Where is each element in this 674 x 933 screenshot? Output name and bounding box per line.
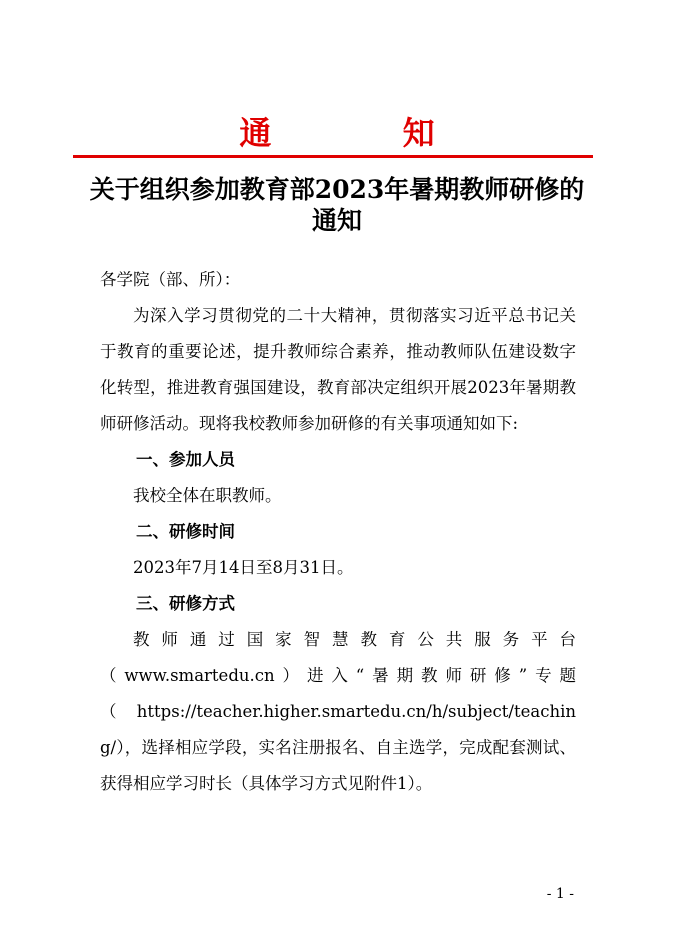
- document-body: [100, 262, 576, 802]
- red-header-rule: [73, 155, 593, 158]
- document-title: 关于组织参加教育部2023年暑期教师研修的通知: [89, 175, 585, 235]
- page-number: - 1 -: [546, 886, 574, 902]
- section-text-time: 2023年7月14日至8月31日。: [133, 558, 354, 577]
- intro-paragraph: 为深入学习贯彻党的二十大精神，贯彻落实习近平总书记关于教育的重要论述，提升教师综合素养，推动教师队伍建设数字化转型，推进教育强国建设，教育部决定组织开展2023年暑期教师研修活动。现将我校教师参加研修的有关事项通知如下:: [100, 306, 576, 433]
- method-line-1: 教师通过国家智慧教育公共服务平台: [133, 630, 576, 649]
- section-heading-method: 三、研修方式: [136, 594, 235, 613]
- salutation: 各学院（部、所）：: [100, 270, 241, 289]
- red-header-title: 通 知: [239, 114, 495, 152]
- section-text-participants: 我校全体在职教师。: [133, 486, 282, 505]
- section-heading-participants: 一、参加人员: [136, 450, 235, 469]
- method-line-2: （www.smartedu.cn）进入“暑期教师研修”专题: [100, 666, 576, 685]
- section-heading-time: 二、研修时间: [136, 522, 235, 541]
- method-line-3: （https://teacher.higher.smartedu.cn/h/subject/teaching/），选择相应学段，实名注册报名、自主选学，完成配套测试、获得相应学习时长（具体学习方式见附件1）。: [100, 702, 576, 793]
